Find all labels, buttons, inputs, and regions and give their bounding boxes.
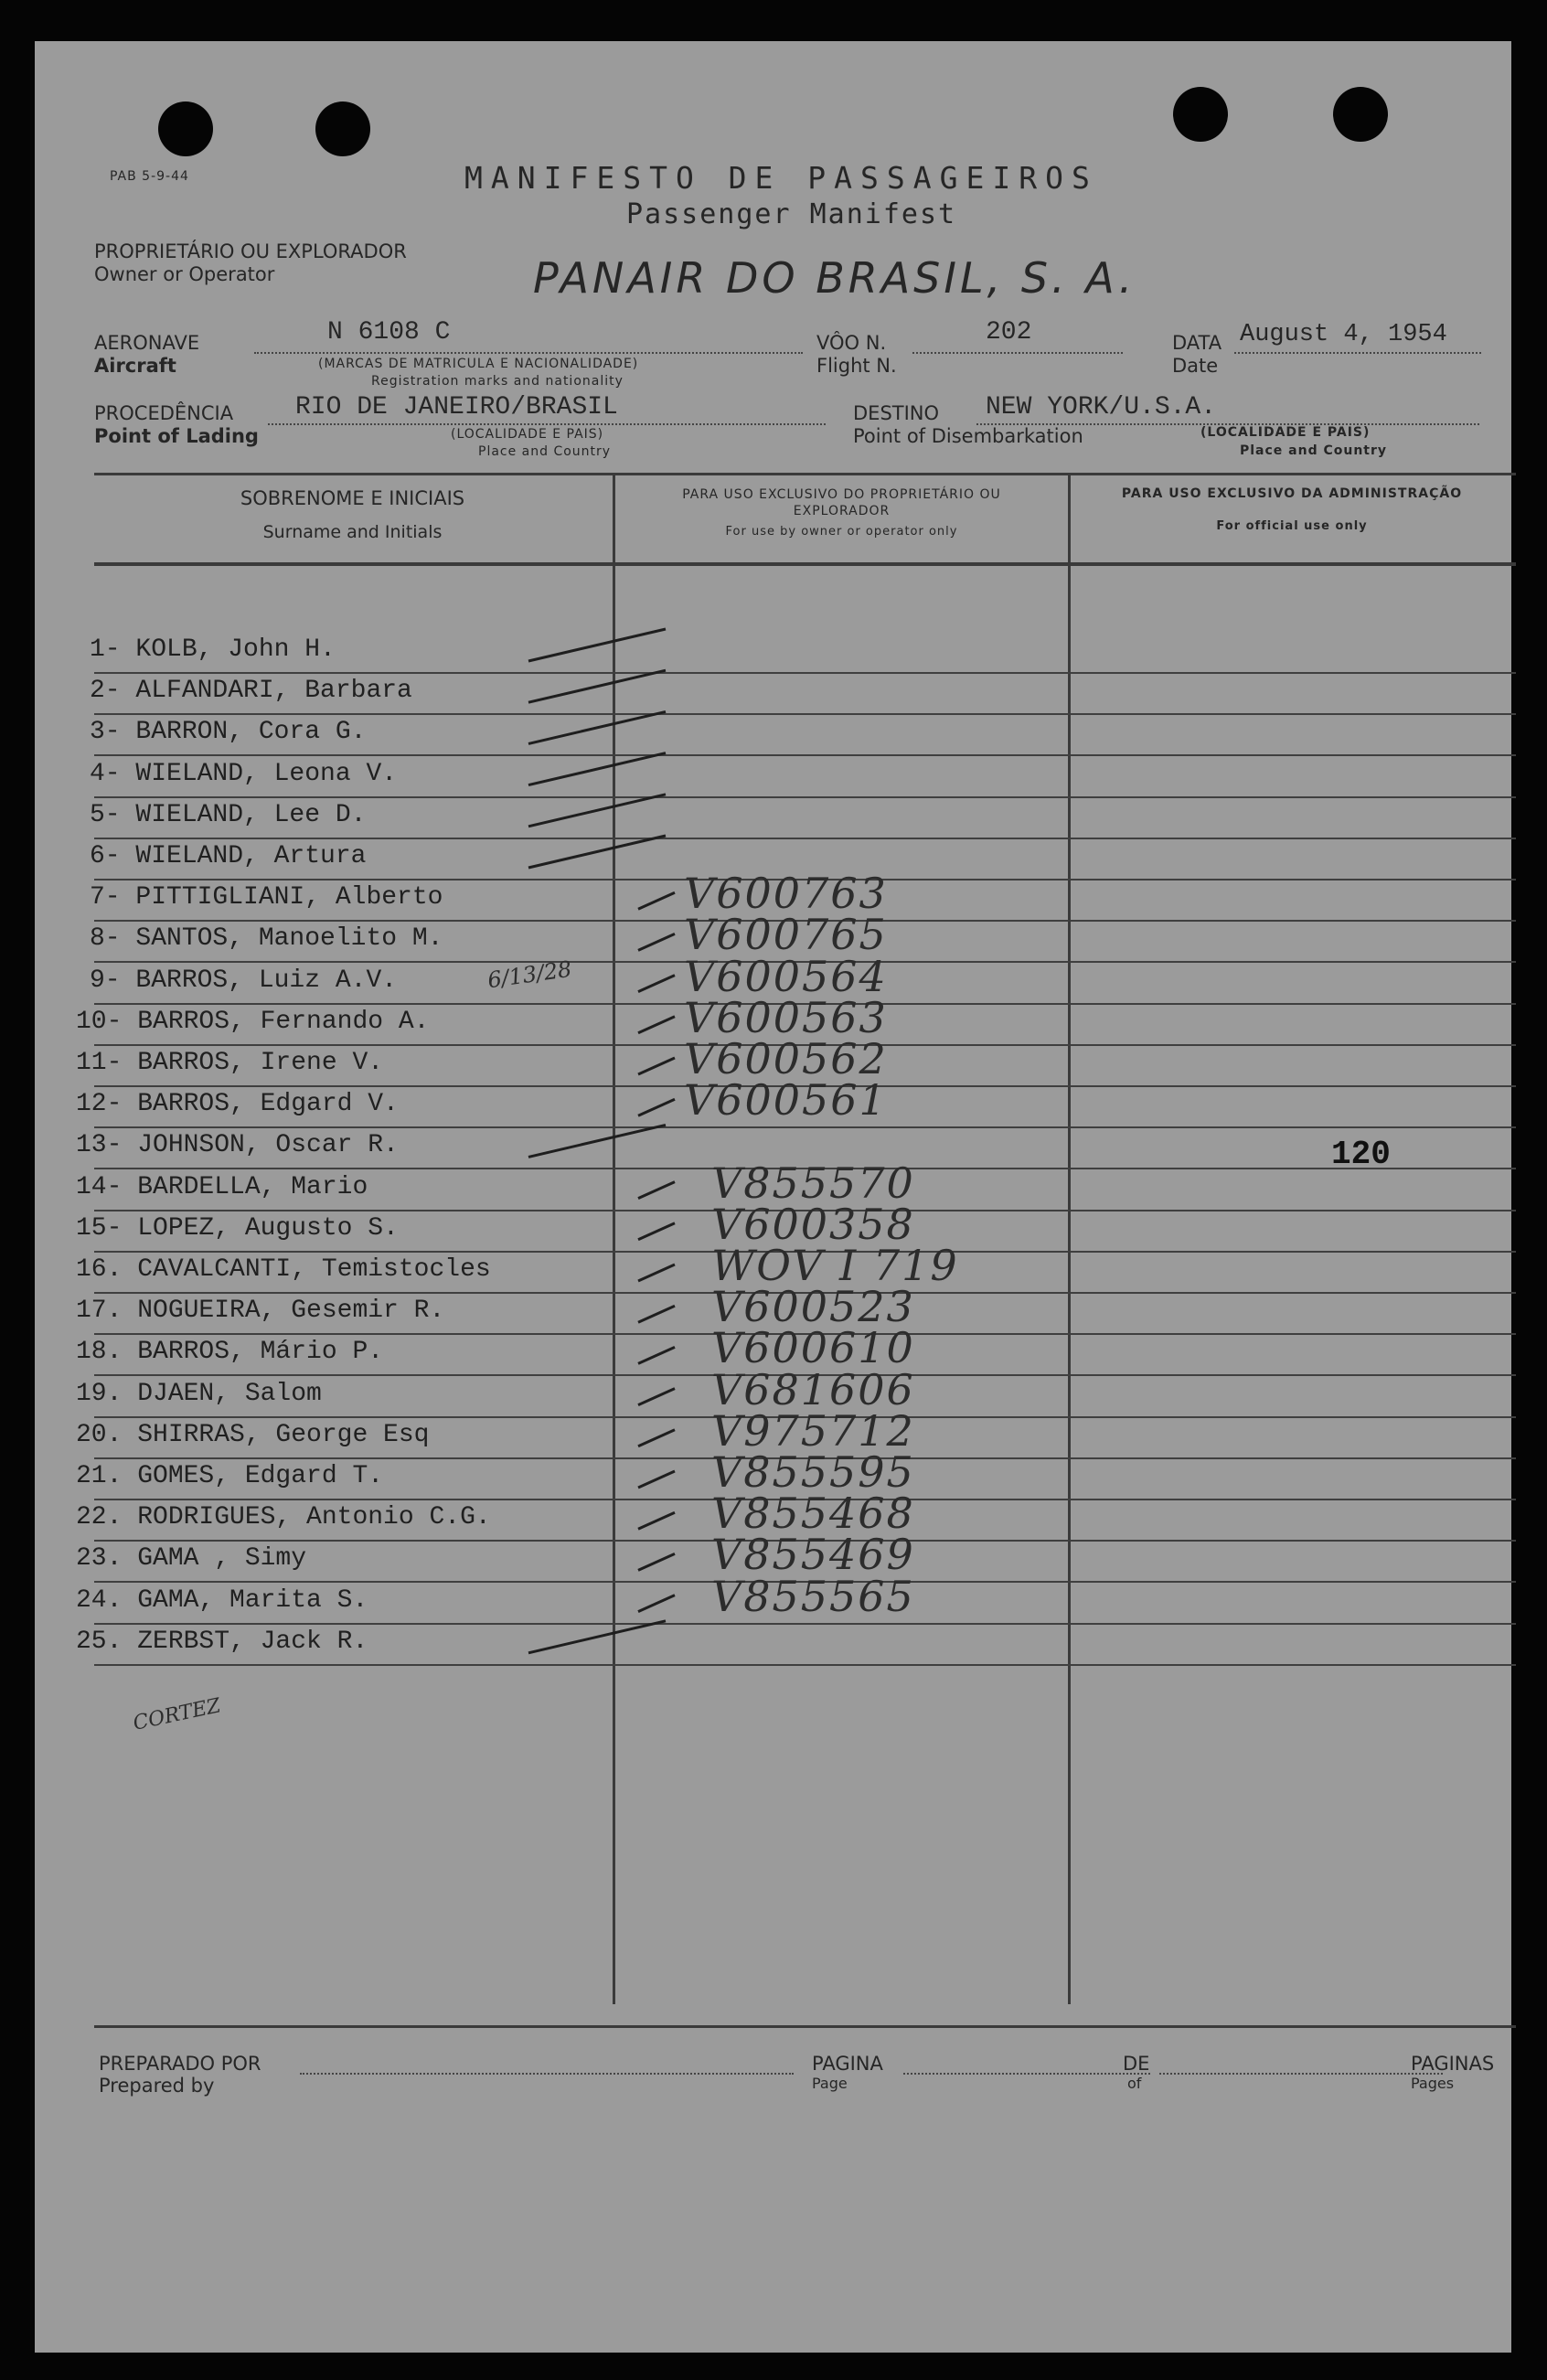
check-mark [528,1125,666,1157]
visa-number: V855469 [711,1530,915,1580]
prepared-label-en: Prepared by [99,2075,215,2097]
column-header-names-en: Surname and Initials [262,522,443,542]
check-mark [638,1182,675,1199]
visa-number: V855565 [711,1571,915,1621]
page-dots [903,2073,1150,2075]
check-mark [638,1389,675,1405]
owner-value: PANAIR DO BRASIL, S. A. [533,253,1136,303]
row7-date-annotation: 6/13/28 [485,955,574,994]
check-mark [528,795,666,827]
check-mark [638,1430,675,1446]
passenger-name: 23. GAMA , Simy [76,1544,307,1574]
passenger-name: 20. SHIRRAS, George Esq [76,1420,430,1449]
destination-label-en: Point of Disembarkation [853,425,1083,447]
check-mark [638,1347,675,1363]
check-mark [528,711,666,743]
aircraft-label-pt: AERONAVE [94,332,200,354]
origin-value: RIO DE JANEIRO/BRASIL [295,393,618,422]
form-subtitle: Passenger Manifest [626,198,957,230]
date-value: August 4, 1954 [1240,321,1447,348]
visa-number: V600610 [711,1323,915,1373]
owner-label-pt: PROPRIETÁRIO OU EXPLORADOR [94,240,407,262]
form-title: MANIFESTO DE PASSAGEIROS [464,160,1098,196]
visa-number: V855595 [711,1447,915,1497]
destination-note-pt: (LOCALIDADE E PAIS) [1200,425,1371,440]
visa-number: V975712 [711,1405,915,1456]
destination-note-en: Place and Country [1240,443,1388,458]
passenger-name: 12- BARROS, Edgard V. [76,1090,399,1119]
manifest-page [35,41,1511,2353]
passenger-name: 7- PITTIGLIANI, Alberto [90,883,443,913]
visa-number: V600765 [684,910,888,960]
aircraft-note-pt: (MARCAS DE MATRICULA E NACIONALIDADE) [318,357,639,371]
pages-label-pt: PAGINAS [1411,2053,1495,2075]
origin-label-pt: PROCEDÊNCIA [94,402,234,424]
check-mark [528,836,666,868]
passenger-name: 25. ZERBST, Jack R. [76,1627,368,1656]
visa-number: V600564 [684,951,888,1001]
check-mark [638,1099,675,1115]
visa-number: V600563 [684,992,888,1042]
check-mark [638,934,675,950]
passenger-name: 1- KOLB, John H. [90,635,336,664]
origin-note-en: Place and Country [478,444,612,459]
passenger-name: 4- WIELAND, Leona V. [90,759,398,788]
passenger-name: 14- BARDELLA, Mario [76,1172,368,1201]
check-mark [528,753,666,785]
column-header-names-pt: SOBRENOME E INICIAIS [240,487,465,509]
table-bottom-rule [94,2025,1516,2028]
origin-label-en: Point of Lading [94,425,259,447]
check-mark [638,1058,675,1074]
of-label-pt: DE [1123,2053,1150,2075]
admin-stamp-number: 120 [1331,1136,1391,1173]
passenger-name: 13- JOHNSON, Oscar R. [76,1131,399,1160]
page-label-pt: PAGINA [812,2053,883,2075]
check-mark [528,1621,666,1653]
passenger-name: 21. GOMES, Edgard T. [76,1462,384,1490]
visa-number: V600562 [684,1034,888,1083]
visa-number: WOV I 719 [711,1241,959,1290]
visa-number: V600523 [711,1282,915,1332]
destination-value: NEW YORK/U.S.A. [986,393,1217,422]
passenger-name: 8- SANTOS, Manoelito M. [90,924,443,954]
aircraft-note-en: Registration marks and nationality [371,374,624,389]
check-mark [638,892,675,909]
passenger-name: 18. BARROS, Mário P. [76,1338,384,1367]
page-label-en: Page [812,2075,848,2092]
passenger-name: 2- ALFANDARI, Barbara [90,677,412,706]
origin-note-pt: (LOCALIDADE E PAIS) [451,427,604,442]
check-mark [638,1306,675,1322]
check-mark [528,629,666,661]
check-mark [638,1553,675,1570]
flight-label-pt: VÔO N. [816,332,887,354]
visa-number: V600561 [684,1075,888,1126]
check-mark [638,1596,675,1612]
passenger-name: 16. CAVALCANTI, Temistocles [76,1255,491,1284]
visa-number: V681606 [711,1364,915,1414]
pen-marks [35,41,1511,2353]
visa-number: V600763 [684,869,888,919]
check-mark [638,1512,675,1529]
flight-label-en: Flight N. [816,355,897,377]
check-mark [528,670,666,702]
of-dots [1159,2073,1443,2075]
destination-label-pt: DESTINO [853,402,940,424]
row21-correction-annotation: CORTEZ [131,1694,223,1735]
flight-value: 202 [986,318,1032,347]
column-header-operator-en: For use by owner or operator only [725,525,958,539]
passenger-name: 3- BARRON, Cora G. [90,718,367,747]
date-label-en: Date [1172,355,1219,377]
pages-label-en: Pages [1411,2075,1455,2092]
column-header-admin-en: For official use only [1216,519,1368,533]
passenger-name: 24. GAMA, Marita S. [76,1585,368,1615]
prepared-label-pt: PREPARADO POR [99,2053,261,2075]
passenger-name: 9- BARROS, Luiz A.V. [90,966,398,995]
check-mark [638,1471,675,1488]
check-mark [638,1223,675,1240]
visa-number: V855570 [711,1158,915,1208]
passenger-name: 10- BARROS, Fernando A. [76,1007,430,1036]
form-code: PAB 5-9-44 [110,169,189,184]
check-mark [638,1017,675,1033]
check-mark [638,976,675,992]
passenger-name: 5- WIELAND, Lee D. [90,800,367,829]
passenger-name: 15- LOPEZ, Augusto S. [76,1213,399,1243]
column-header-operator-pt: PARA USO EXCLUSIVO DO PROPRIETÁRIO OU EXPLORADOR [682,487,1001,518]
owner-label-en: Owner or Operator [94,263,275,285]
passenger-name: 17. NOGUEIRA, Gesemir R. [76,1297,445,1326]
check-mark [638,1265,675,1281]
passenger-name: 6- WIELAND, Artura [90,842,367,870]
of-label-en: of [1127,2075,1142,2092]
date-label-pt: DATA [1172,332,1222,354]
passenger-name: 11- BARROS, Irene V. [76,1049,384,1077]
visa-number: V600358 [711,1199,915,1249]
passenger-name: 19. DJAEN, Salom [76,1379,322,1408]
visa-number: V855468 [711,1489,915,1539]
aircraft-value: N 6108 C [327,318,451,347]
column-header-admin-pt: PARA USO EXCLUSIVO DA ADMINISTRAÇÃO [1121,486,1463,501]
prepared-dots [300,2073,794,2075]
aircraft-label-en: Aircraft [94,355,176,377]
passenger-name: 22. RODRIGUES, Antonio C.G. [76,1503,491,1532]
